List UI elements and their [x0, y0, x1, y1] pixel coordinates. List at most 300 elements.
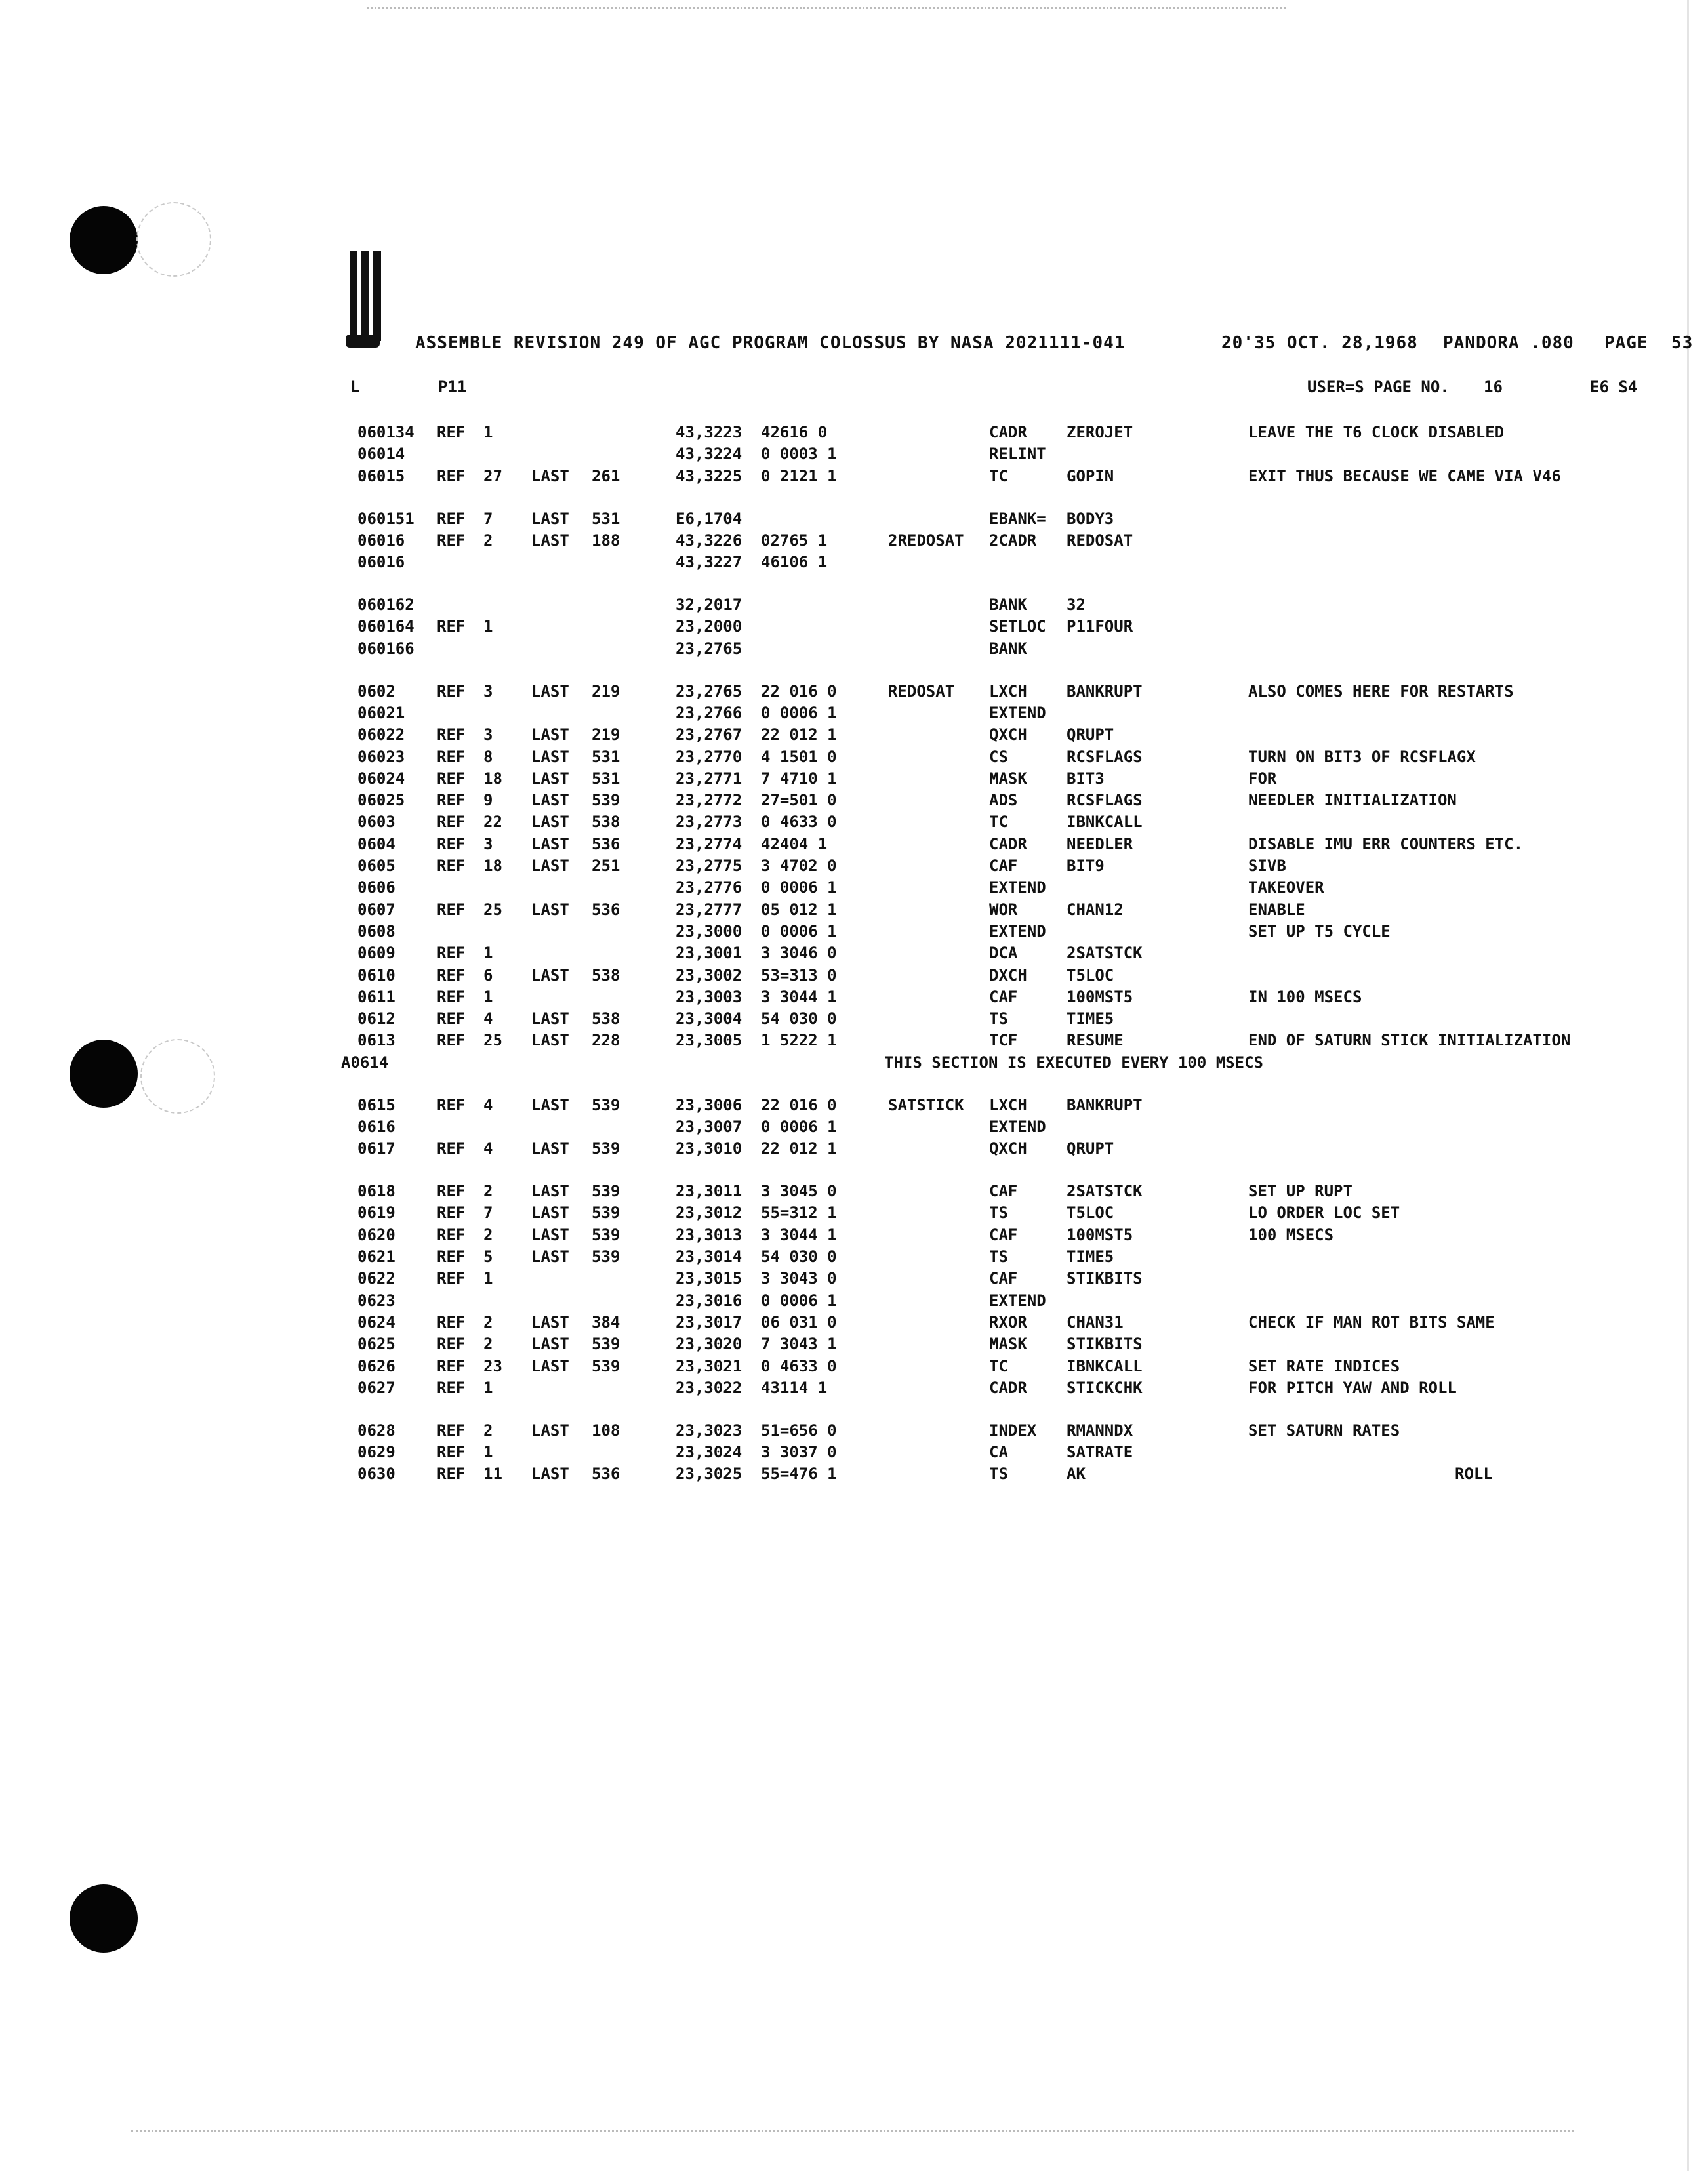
line-opcode: BANK: [989, 639, 1027, 658]
line-ref-count: 1: [483, 617, 493, 636]
line-address: 23,3010: [676, 1139, 742, 1158]
line-opcode: EBANK=: [989, 509, 1046, 528]
line-comment: SET UP RUPT: [1248, 1182, 1352, 1201]
line-octal-word: 54 030 0: [761, 1248, 837, 1267]
listing-tape: PANDORA .080: [1443, 333, 1574, 353]
line-location: 0612: [357, 1009, 396, 1028]
line-address: 23,3001: [676, 944, 742, 963]
line-location: 0621: [357, 1248, 396, 1267]
line-location: 060151: [357, 509, 415, 528]
line-ref: REF: [437, 791, 466, 810]
line-ref-count: 1: [483, 423, 493, 441]
bottom-perforation: [131, 2130, 1574, 2134]
line-operand: CHAN12: [1067, 900, 1124, 919]
line-location: 0629: [357, 1443, 396, 1462]
line-last: LAST: [531, 1095, 569, 1114]
page-label: PAGE: [1604, 333, 1648, 353]
user-page-label: USER=S PAGE NO.: [1307, 378, 1450, 396]
line-opcode: MASK: [989, 1335, 1027, 1354]
line-address: 23,3013: [676, 1225, 742, 1244]
line-last-number: 538: [592, 1009, 620, 1028]
line-opcode: TCF: [989, 1031, 1018, 1050]
line-octal-word: 54 030 0: [761, 1009, 837, 1028]
line-address: 23,2767: [676, 725, 742, 744]
section-comment: THIS SECTION IS EXECUTED EVERY 100 MSECS: [884, 1053, 1263, 1072]
line-last-number: 539: [592, 791, 620, 810]
punch-hole-top: [70, 206, 138, 274]
line-ref: REF: [437, 747, 466, 766]
line-operand: 100MST5: [1067, 987, 1133, 1006]
listing-line: [0, 1465, 1708, 1486]
line-ref-count: 3: [483, 681, 493, 700]
line-opcode: CAF: [989, 1225, 1018, 1244]
line-ref-count: 1: [483, 944, 493, 963]
listing-line: [0, 988, 1708, 1009]
line-comment: ALSO COMES HERE FOR RESTARTS: [1248, 681, 1514, 700]
line-last-number: 384: [592, 1312, 620, 1331]
line-ref: REF: [437, 857, 466, 875]
line-last: LAST: [531, 1031, 569, 1050]
listing-line: [0, 1053, 1708, 1075]
line-octal-word: 3 3046 0: [761, 944, 837, 963]
line-ref-count: 25: [483, 900, 502, 919]
line-comment: END OF SATURN STICK INITIALIZATION: [1248, 1031, 1571, 1050]
line-ref-count: 4: [483, 1095, 493, 1114]
line-comment: NEEDLER INITIALIZATION: [1248, 791, 1457, 810]
line-ref: REF: [437, 1248, 466, 1267]
line-location: 0607: [357, 900, 396, 919]
line-last-number: 219: [592, 725, 620, 744]
line-address: 23,3024: [676, 1443, 742, 1462]
line-label: REDOSAT: [888, 681, 955, 700]
line-label: SATSTICK: [888, 1095, 964, 1114]
line-location: 0620: [357, 1225, 396, 1244]
line-opcode: TS: [989, 1248, 1008, 1267]
line-operand: SATRATE: [1067, 1443, 1133, 1462]
line-ref: REF: [437, 1356, 466, 1375]
line-label: 2REDOSAT: [888, 531, 964, 550]
line-address: 23,3016: [676, 1291, 742, 1310]
line-operand: BODY3: [1067, 509, 1114, 528]
line-ref: REF: [437, 1421, 466, 1440]
line-octal-word: 7 3043 1: [761, 1335, 837, 1354]
line-ref-count: 1: [483, 1443, 493, 1462]
listing-line: [0, 966, 1708, 988]
line-octal-word: 0 4633 0: [761, 813, 837, 832]
line-octal-word: 05 012 1: [761, 900, 837, 919]
line-opcode: CADR: [989, 834, 1027, 853]
line-ref: REF: [437, 1378, 466, 1397]
line-opcode: CA: [989, 1443, 1008, 1462]
line-comment: LEAVE THE T6 CLOCK DISABLED: [1248, 423, 1505, 441]
line-octal-word: 1 5222 1: [761, 1031, 837, 1050]
listing-line: [0, 1313, 1708, 1335]
line-location: 0603: [357, 813, 396, 832]
line-octal-word: 22 016 0: [761, 681, 837, 700]
line-address: 23,3022: [676, 1378, 742, 1397]
line-last: LAST: [531, 834, 569, 853]
line-comment: IN 100 MSECS: [1248, 987, 1362, 1006]
line-ref-count: 11: [483, 1465, 502, 1484]
line-location: 06023: [357, 747, 405, 766]
line-opcode: BANK: [989, 596, 1027, 615]
line-address: E6,1704: [676, 509, 742, 528]
line-operand: RCSFLAGS: [1067, 747, 1143, 766]
line-location: 060166: [357, 639, 415, 658]
line-ref: REF: [437, 813, 466, 832]
line-comment: SET UP T5 CYCLE: [1248, 922, 1391, 941]
line-operand: 100MST5: [1067, 1225, 1133, 1244]
line-location: 06025: [357, 791, 405, 810]
line-opcode: INDEX: [989, 1421, 1037, 1440]
line-operand: RMANNDX: [1067, 1421, 1133, 1440]
listing-line: [0, 704, 1708, 725]
line-ref: REF: [437, 423, 466, 441]
line-location: 0606: [357, 878, 396, 897]
line-last: LAST: [531, 1225, 569, 1244]
line-location: 0610: [357, 965, 396, 984]
line-location: 0624: [357, 1312, 396, 1331]
line-last: LAST: [531, 1204, 569, 1223]
line-last: LAST: [531, 725, 569, 744]
line-opcode: RXOR: [989, 1312, 1027, 1331]
line-location: 0616: [357, 1117, 396, 1136]
line-octal-word: 0 0006 1: [761, 878, 837, 897]
line-last-number: 539: [592, 1248, 620, 1267]
line-last-number: 539: [592, 1335, 620, 1354]
line-opcode: DCA: [989, 944, 1018, 963]
line-last-number: 539: [592, 1225, 620, 1244]
line-address: 23,3023: [676, 1421, 742, 1440]
line-address: 32,2017: [676, 596, 742, 615]
line-opcode: TC: [989, 1356, 1008, 1375]
line-last-number: 536: [592, 900, 620, 919]
line-last: LAST: [531, 1182, 569, 1201]
line-location: 0615: [357, 1095, 396, 1114]
line-ref-count: 1: [483, 987, 493, 1006]
line-octal-word: 51=656 0: [761, 1421, 837, 1440]
line-ref: REF: [437, 834, 466, 853]
section-location: A0614: [341, 1053, 389, 1072]
right-edge-line: [1687, 0, 1689, 2171]
line-operand: P11FOUR: [1067, 617, 1133, 636]
line-last: LAST: [531, 900, 569, 919]
line-ref: REF: [437, 509, 466, 528]
line-ref-count: 22: [483, 813, 502, 832]
listing-line: [0, 1118, 1708, 1139]
line-opcode: QXCH: [989, 725, 1027, 744]
line-ref: REF: [437, 944, 466, 963]
line-octal-word: 55=476 1: [761, 1465, 837, 1484]
line-operand: IBNKCALL: [1067, 1356, 1143, 1375]
line-ref: REF: [437, 1009, 466, 1028]
line-last: LAST: [531, 466, 569, 485]
line-last: LAST: [531, 681, 569, 700]
line-operand: AK: [1067, 1465, 1086, 1484]
line-address: 23,2776: [676, 878, 742, 897]
line-operand: RESUME: [1067, 1031, 1124, 1050]
line-operand: REDOSAT: [1067, 531, 1133, 550]
subheader-left-b: P11: [438, 378, 467, 396]
line-address: 23,2000: [676, 617, 742, 636]
line-last: LAST: [531, 1009, 569, 1028]
line-location: 0626: [357, 1356, 396, 1375]
page-number: 53: [1671, 333, 1694, 353]
line-octal-word: 3 3044 1: [761, 1225, 837, 1244]
line-ref-count: 7: [483, 1204, 493, 1223]
line-location: 0618: [357, 1182, 396, 1201]
line-operand: STICKCHK: [1067, 1378, 1143, 1397]
line-opcode: SETLOC: [989, 617, 1046, 636]
line-ref-count: 3: [483, 834, 493, 853]
line-octal-word: 3 3043 0: [761, 1269, 837, 1288]
line-location: 06015: [357, 466, 405, 485]
line-ref-count: 18: [483, 769, 502, 788]
line-opcode: CAF: [989, 1182, 1018, 1201]
line-ref-count: 2: [483, 1335, 493, 1354]
line-octal-word: 46106 1: [761, 553, 828, 572]
listing-timestamp: 20'35 OCT. 28,1968: [1221, 333, 1418, 353]
top-perforation: [367, 7, 1286, 10]
line-last-number: 531: [592, 747, 620, 766]
line-last-number: 539: [592, 1204, 620, 1223]
user-page-number: 16: [1484, 378, 1503, 396]
subheader-right-code: E6 S4: [1590, 378, 1638, 396]
line-operand: ZEROJET: [1067, 423, 1133, 441]
line-location: 0613: [357, 1031, 396, 1050]
line-ref: REF: [437, 965, 466, 984]
line-opcode: CAF: [989, 857, 1018, 875]
line-last: LAST: [531, 857, 569, 875]
listing-line: [0, 423, 1708, 445]
line-operand: QRUPT: [1067, 1139, 1114, 1158]
line-octal-word: 43114 1: [761, 1378, 828, 1397]
line-address: 23,3005: [676, 1031, 742, 1050]
line-ref: REF: [437, 1443, 466, 1462]
line-address: 23,2774: [676, 834, 742, 853]
line-comment: TAKEOVER: [1248, 878, 1324, 897]
line-ref: REF: [437, 1312, 466, 1331]
line-opcode: TC: [989, 466, 1008, 485]
line-operand: CHAN31: [1067, 1312, 1124, 1331]
line-ref-count: 2: [483, 1225, 493, 1244]
line-opcode: TC: [989, 813, 1008, 832]
listing-line: [0, 769, 1708, 791]
line-ref-count: 7: [483, 509, 493, 528]
line-octal-word: 22 016 0: [761, 1095, 837, 1114]
line-ref: REF: [437, 1204, 466, 1223]
line-comment: SIVB: [1248, 857, 1286, 875]
line-address: 23,3011: [676, 1182, 742, 1201]
line-location: 0608: [357, 922, 396, 941]
line-ref-count: 1: [483, 1378, 493, 1397]
line-ref-count: 9: [483, 791, 493, 810]
line-address: 43,3223: [676, 423, 742, 441]
line-comment: SET SATURN RATES: [1248, 1421, 1400, 1440]
line-address: 23,2770: [676, 747, 742, 766]
subheader-left-a: L: [350, 378, 360, 396]
line-location: 06021: [357, 703, 405, 722]
line-operand: BANKRUPT: [1067, 681, 1143, 700]
listing-line: [0, 510, 1708, 531]
line-ref: REF: [437, 987, 466, 1006]
line-location: 0625: [357, 1335, 396, 1354]
line-location: 06016: [357, 531, 405, 550]
listing-line: [0, 1096, 1708, 1118]
line-location: 0619: [357, 1204, 396, 1223]
line-opcode: EXTEND: [989, 703, 1046, 722]
line-address: 23,3025: [676, 1465, 742, 1484]
line-ref: REF: [437, 1031, 466, 1050]
line-opcode: LXCH: [989, 1095, 1027, 1114]
line-octal-word: 22 012 1: [761, 1139, 837, 1158]
line-octal-word: 7 4710 1: [761, 769, 837, 788]
line-octal-word: 0 0006 1: [761, 703, 837, 722]
line-location: 0611: [357, 987, 396, 1006]
line-address: 43,3225: [676, 466, 742, 485]
line-octal-word: 53=313 0: [761, 965, 837, 984]
line-last: LAST: [531, 769, 569, 788]
line-address: 23,2777: [676, 900, 742, 919]
line-ref: REF: [437, 1182, 466, 1201]
listing-line: [0, 857, 1708, 878]
line-ref: REF: [437, 1139, 466, 1158]
line-comment: CHECK IF MAN ROT BITS SAME: [1248, 1312, 1495, 1331]
line-last-number: 531: [592, 769, 620, 788]
line-ref-count: 27: [483, 466, 502, 485]
line-opcode: CADR: [989, 423, 1027, 441]
line-octal-word: 06 031 0: [761, 1312, 837, 1331]
line-ref-count: 2: [483, 1182, 493, 1201]
line-comment: DISABLE IMU ERR COUNTERS ETC.: [1248, 834, 1524, 853]
line-operand: NEEDLER: [1067, 834, 1133, 853]
line-ref: REF: [437, 617, 466, 636]
line-address: 23,3004: [676, 1009, 742, 1028]
line-last: LAST: [531, 1312, 569, 1331]
line-location: 06016: [357, 553, 405, 572]
listing-line: [0, 835, 1708, 857]
line-ref-count: 1: [483, 1269, 493, 1288]
listing-line: [0, 1379, 1708, 1400]
line-address: 23,2771: [676, 769, 742, 788]
line-octal-word: 0 0006 1: [761, 1117, 837, 1136]
line-last: LAST: [531, 747, 569, 766]
line-opcode: TS: [989, 1465, 1008, 1484]
line-last: LAST: [531, 791, 569, 810]
line-last-number: 108: [592, 1421, 620, 1440]
line-location: 06024: [357, 769, 405, 788]
line-last-number: 539: [592, 1139, 620, 1158]
line-opcode: LXCH: [989, 681, 1027, 700]
listing-line: [0, 1443, 1708, 1465]
line-last-number: 531: [592, 509, 620, 528]
line-operand: 2SATSTCK: [1067, 944, 1143, 963]
punch-hole-bottom: [70, 1884, 138, 1953]
line-address: 23,2765: [676, 639, 742, 658]
line-opcode: CS: [989, 747, 1008, 766]
line-opcode: TS: [989, 1009, 1008, 1028]
punch-hole-ring-top: [136, 202, 211, 277]
line-last-number: 261: [592, 466, 620, 485]
listing-line: [0, 1009, 1708, 1031]
line-address: 23,3014: [676, 1248, 742, 1267]
line-opcode: 2CADR: [989, 531, 1037, 550]
line-location: 0623: [357, 1291, 396, 1310]
line-location: 0604: [357, 834, 396, 853]
line-opcode: DXCH: [989, 965, 1027, 984]
line-location: 0622: [357, 1269, 396, 1288]
line-address: 23,3012: [676, 1204, 742, 1223]
line-ref-count: 6: [483, 965, 493, 984]
line-ref-count: 8: [483, 747, 493, 766]
line-octal-word: 3 4702 0: [761, 857, 837, 875]
line-address: 23,2775: [676, 857, 742, 875]
line-opcode: EXTEND: [989, 1117, 1046, 1136]
line-last: LAST: [531, 1465, 569, 1484]
line-operand: 2SATSTCK: [1067, 1182, 1143, 1201]
line-location: 0605: [357, 857, 396, 875]
line-octal-word: 3 3045 0: [761, 1182, 837, 1201]
line-operand: T5LOC: [1067, 965, 1114, 984]
line-location: 0602: [357, 681, 396, 700]
line-ref-count: 2: [483, 1421, 493, 1440]
line-ref-count: 5: [483, 1248, 493, 1267]
line-last-number: 538: [592, 813, 620, 832]
line-location: 0630: [357, 1465, 396, 1484]
listing-line: [0, 467, 1708, 489]
line-address: 23,3017: [676, 1312, 742, 1331]
line-last: LAST: [531, 509, 569, 528]
line-ref: REF: [437, 1269, 466, 1288]
line-ref-count: 4: [483, 1009, 493, 1028]
listing-line: [0, 878, 1708, 900]
line-location: 06014: [357, 445, 405, 464]
line-octal-word: 02765 1: [761, 531, 828, 550]
line-octal-word: 4 1501 0: [761, 747, 837, 766]
line-comment: LO ORDER LOC SET: [1248, 1204, 1400, 1223]
line-last-number: 536: [592, 834, 620, 853]
printer-bars-mark: [350, 251, 396, 349]
line-last: LAST: [531, 1356, 569, 1375]
line-octal-word: 0 2121 1: [761, 466, 837, 485]
line-operand: STIKBITS: [1067, 1335, 1143, 1354]
line-opcode: MASK: [989, 769, 1027, 788]
line-address: 23,3003: [676, 987, 742, 1006]
line-ref: REF: [437, 531, 466, 550]
line-ref: REF: [437, 1095, 466, 1114]
line-operand: T5LOC: [1067, 1204, 1114, 1223]
listing-line: [0, 901, 1708, 922]
listing-line: [0, 1031, 1708, 1053]
listing-line: [0, 553, 1708, 575]
line-octal-word: 3 3037 0: [761, 1443, 837, 1462]
line-address: 23,3002: [676, 965, 742, 984]
line-operand: RCSFLAGS: [1067, 791, 1143, 810]
line-last: LAST: [531, 1248, 569, 1267]
line-ref-count: 2: [483, 531, 493, 550]
line-last-number: 536: [592, 1465, 620, 1484]
line-address: 43,3226: [676, 531, 742, 550]
line-address: 23,2773: [676, 813, 742, 832]
line-ref: REF: [437, 466, 466, 485]
line-ref-count: 3: [483, 725, 493, 744]
line-operand: QRUPT: [1067, 725, 1114, 744]
line-operand: BIT9: [1067, 857, 1105, 875]
line-octal-word: 42616 0: [761, 423, 828, 441]
line-ref-count: 18: [483, 857, 502, 875]
line-ref: REF: [437, 1225, 466, 1244]
line-opcode: EXTEND: [989, 922, 1046, 941]
